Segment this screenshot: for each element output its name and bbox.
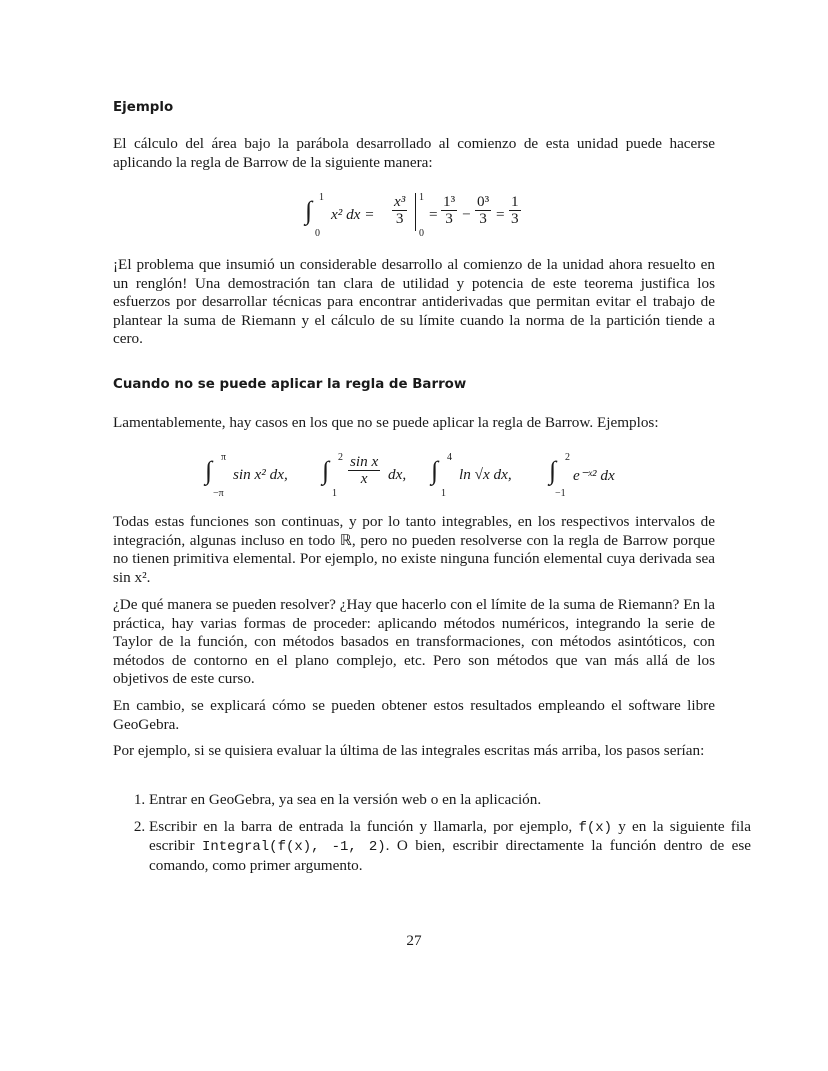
eval-upper-limit: 1 — [419, 192, 424, 203]
step-2: 2. Escribir en la barra de entrada la función y llamarla, por ejemplo, f(x) y en la siguiente fila escribir Integral(f(x), -1, 2). O bien, escribir directamente la función dentro de ese comando, como primer argumento. — [149, 818, 751, 876]
integral-exp-minus-x-squared: ∫ 2 −1 e⁻ˣ² dx — [549, 452, 615, 499]
fraction-antiderivative: $\frac{\text{x³}}{3}$ — [394, 193, 406, 227]
intro-paragraph: El cálculo del área bajo la parábola desarrollado al comienzo de esta unidad puede hacerse aplicando la regla de Barrow de la siguiente manera: — [113, 135, 715, 171]
methods-paragraph: ¿De qué manera se pueden resolver? ¿Hay que hacerlo con el límite de la suma de Riemann? En la práctica, hay varias formas de proceder: aplicando métodos numéricos, integrando la serie de Taylor de la función, con métodos basados en transformaciones, con métodos asintóticos, con métodos de contorno en el plano complejo, etc. Pero son métodos que van más allá de los objetivos de este curso. — [113, 596, 715, 688]
section-heading-ejemplo: Ejemplo — [113, 100, 174, 115]
integral-sign: ∫ — [305, 196, 313, 225]
code-fx: f(x) — [578, 819, 613, 836]
eval-lower-limit: 0 — [419, 228, 424, 239]
non-elementary-integrals — [205, 452, 635, 502]
integral-sinx-over-x: ∫ 2 1 $\frac{\text{sin x}}{x}$ dx, — [322, 452, 407, 499]
integral-upper-limit: 1 — [319, 192, 324, 203]
steps-list — [113, 791, 751, 883]
equals-sign: = — [429, 206, 438, 223]
geogebra-paragraph: En cambio, se explicará cómo se pueden obtener estos resultados empleando el software libre GeoGebra. — [113, 697, 715, 733]
integral-sin-x-squared: ∫ π −π sin x² dx, — [205, 452, 288, 499]
page-number: 27 — [406, 932, 422, 949]
fraction-result: $\frac{1}{3}$ — [511, 193, 519, 227]
section-heading-cuando-no: Cuando no se puede aplicar la regla de Barrow — [113, 377, 467, 392]
code-integral-command: Integral(f(x), -1, 2) — [201, 839, 386, 856]
step-1: 1. Entrar en GeoGebra, ya sea en la versión web o en la aplicación. — [149, 791, 751, 810]
integrand: x² dx = — [331, 206, 375, 223]
integral-ln-sqrt-x: ∫ 4 1 ln √x dx, — [431, 452, 512, 499]
barrow-commentary-paragraph: ¡El problema que insumió un considerable desarrollo al comienzo de la unidad ahora resuelto en un renglón! Una demostración tan clara de utilidad y potencia de este teorema justifica los esfuerzos por desarrollar técnicas para encontrar antiderivadas que permitan evitar el trabajo de plantear la suma de Riemann y el cálculo de su límite cuando la norma de la partición tiende a cero. — [113, 256, 715, 348]
equals-sign-2: = — [496, 206, 505, 223]
steps-intro-paragraph: Por ejemplo, si se quisiera evaluar la última de las integrales escritas más arriba, los pasos serían: — [113, 742, 705, 759]
cases-intro-paragraph: Lamentablemente, hay casos en los que no se puede aplicar la regla de Barrow. Ejemplos: — [113, 414, 659, 431]
fraction-lower-eval: $\frac{\text{0³}}{3}$ — [477, 193, 490, 227]
evaluation-bar — [415, 193, 416, 231]
integral-lower-limit: 0 — [315, 228, 320, 239]
fraction-upper-eval: $\frac{\text{1³}}{3}$ — [443, 193, 456, 227]
barrow-example-equation — [305, 192, 545, 242]
minus-sign: − — [462, 206, 471, 223]
continuity-paragraph: Todas estas funciones son continuas, y por lo tanto integrables, en los respectivos intervalos de integración, algunas incluso en todo ℝ, pero no pueden resolverse con la regla de Barrow porque no tienen primitiva elemental. Por ejemplo, no existe ninguna función elemental cuya derivada sea sin x². — [113, 513, 715, 586]
